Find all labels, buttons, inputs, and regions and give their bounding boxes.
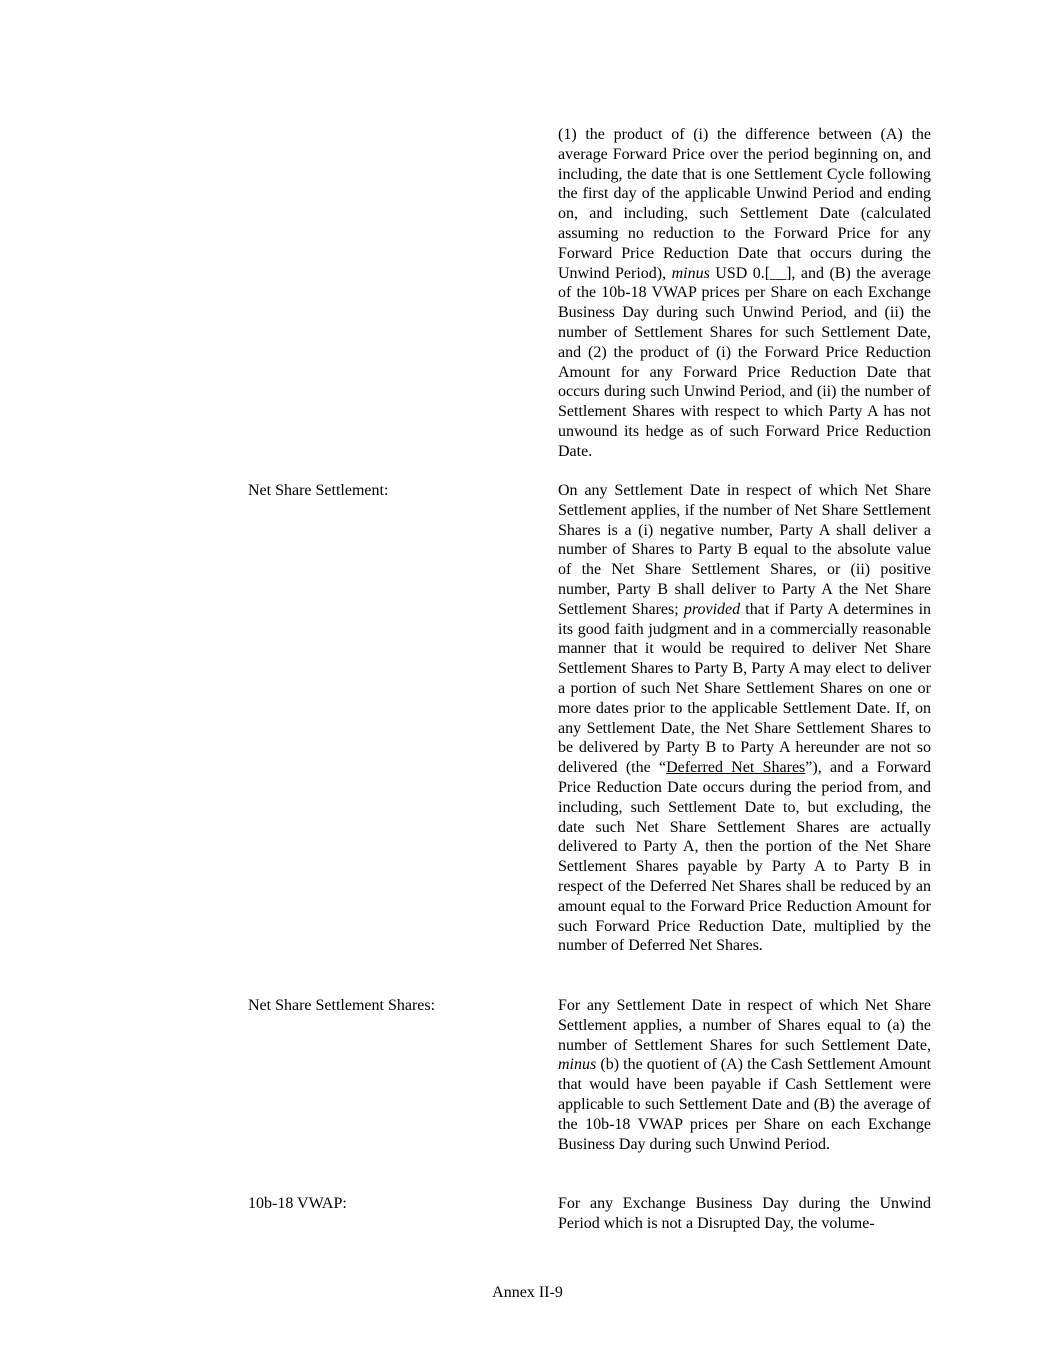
defined-term-underlined: Deferred Net Shares: [666, 759, 806, 777]
page-footer-label: Annex II-9: [492, 1284, 563, 1301]
term-label: Net Share Settlement Shares:: [248, 997, 436, 1014]
term-label: 10b-18 VWAP:: [248, 1195, 347, 1212]
definition-text: [558, 481, 931, 956]
minus-italic: minus: [558, 1056, 597, 1074]
continued-definition-paragraph: [558, 125, 931, 462]
definition-text-part-1: On any Settlement Date in respect of which Net Share Settlement applies, if the number of Net Share Settlement Shares is a (i) negative number, Party A shall deliver a number of Shares to Party B equal to the absolute value of the Net Share Settlement Shares, or (ii) positive number, Party B shall deliver to Party A the Net Share Settlement Shares;: [558, 482, 931, 618]
definition-text-part-3: ”), and a Forward Price Reduction Date occurs during the period from, and including, such Settlement Date to, but excluding, the date such Net Share Settlement Shares are actually delivered to Party A, then the portion of the Net Share Settlement Shares payable by Party A to Party B in respect of the Deferred Net Shares shall be reduced by an amount equal to the Forward Price Reduction Amount for such Forward Price Reduction Date, multiplied by the number of Deferred Net Shares.: [558, 759, 932, 955]
definition-text-part-2: that if Party A determines in its good faith judgment and in a commercially reasonable manner that it would be required to deliver Net Share Settlement Shares to Party B, Party A may elect to deliver a portion of such Net Share Settlement Shares on one or more dates prior to the applicable Settlement Date. If, on any Settlement Date, the Net Share Settlement Shares to be delivered by Party B to Party A hereunder are not so delivered (the “: [558, 600, 932, 777]
intro-text-part-2: USD 0.[__], and (B) the average of the 10b-18 VWAP prices per Share on each Exchange Business Day during such Unwind Period, and (ii) the number of Settlement Shares for such Settlement Date, and (2) the product of (i) the Forward Price Reduction Amount for any Forward Price Reduction Date that occurs during such Unwind Period, and (ii) the number of Settlement Shares with respect to which Party A has not unwound its hedge as of such Forward Price Reduction Date.: [558, 264, 932, 460]
intro-minus-italic: minus: [671, 264, 710, 282]
provided-italic: provided: [683, 600, 741, 618]
definition-text: For any Exchange Business Day during the Unwind Period which is not a Disrupted Day, the volume-: [558, 1195, 931, 1232]
term-label: Net Share Settlement:: [248, 482, 389, 499]
definition-text-part-1: For any Settlement Date in respect of which Net Share Settlement applies, a number of Shares equal to (a) the number of Settlement Shares for such Settlement Date,: [558, 997, 931, 1054]
definition-text: [558, 996, 931, 1154]
definition-text-part-2: (b) the quotient of (A) the Cash Settlement Amount that would have been payable if Cash Settlement were applicable to such Settlement Date and (B) the average of the 10b-18 VWAP prices per Share on each Exchange Business Day during such Unwind Period.: [558, 1056, 932, 1153]
intro-text-part-1: (1) the product of (i) the difference between (A) the average Forward Price over the period beginning on, and including, the date that is one Settlement Cycle following the first day of the applicable Unwind Period and ending on, and including, such Settlement Date (calculated assuming no reduction to the Forward Price for any Forward Price Reduction Date that occurs during the Unwind Period),: [558, 126, 931, 282]
